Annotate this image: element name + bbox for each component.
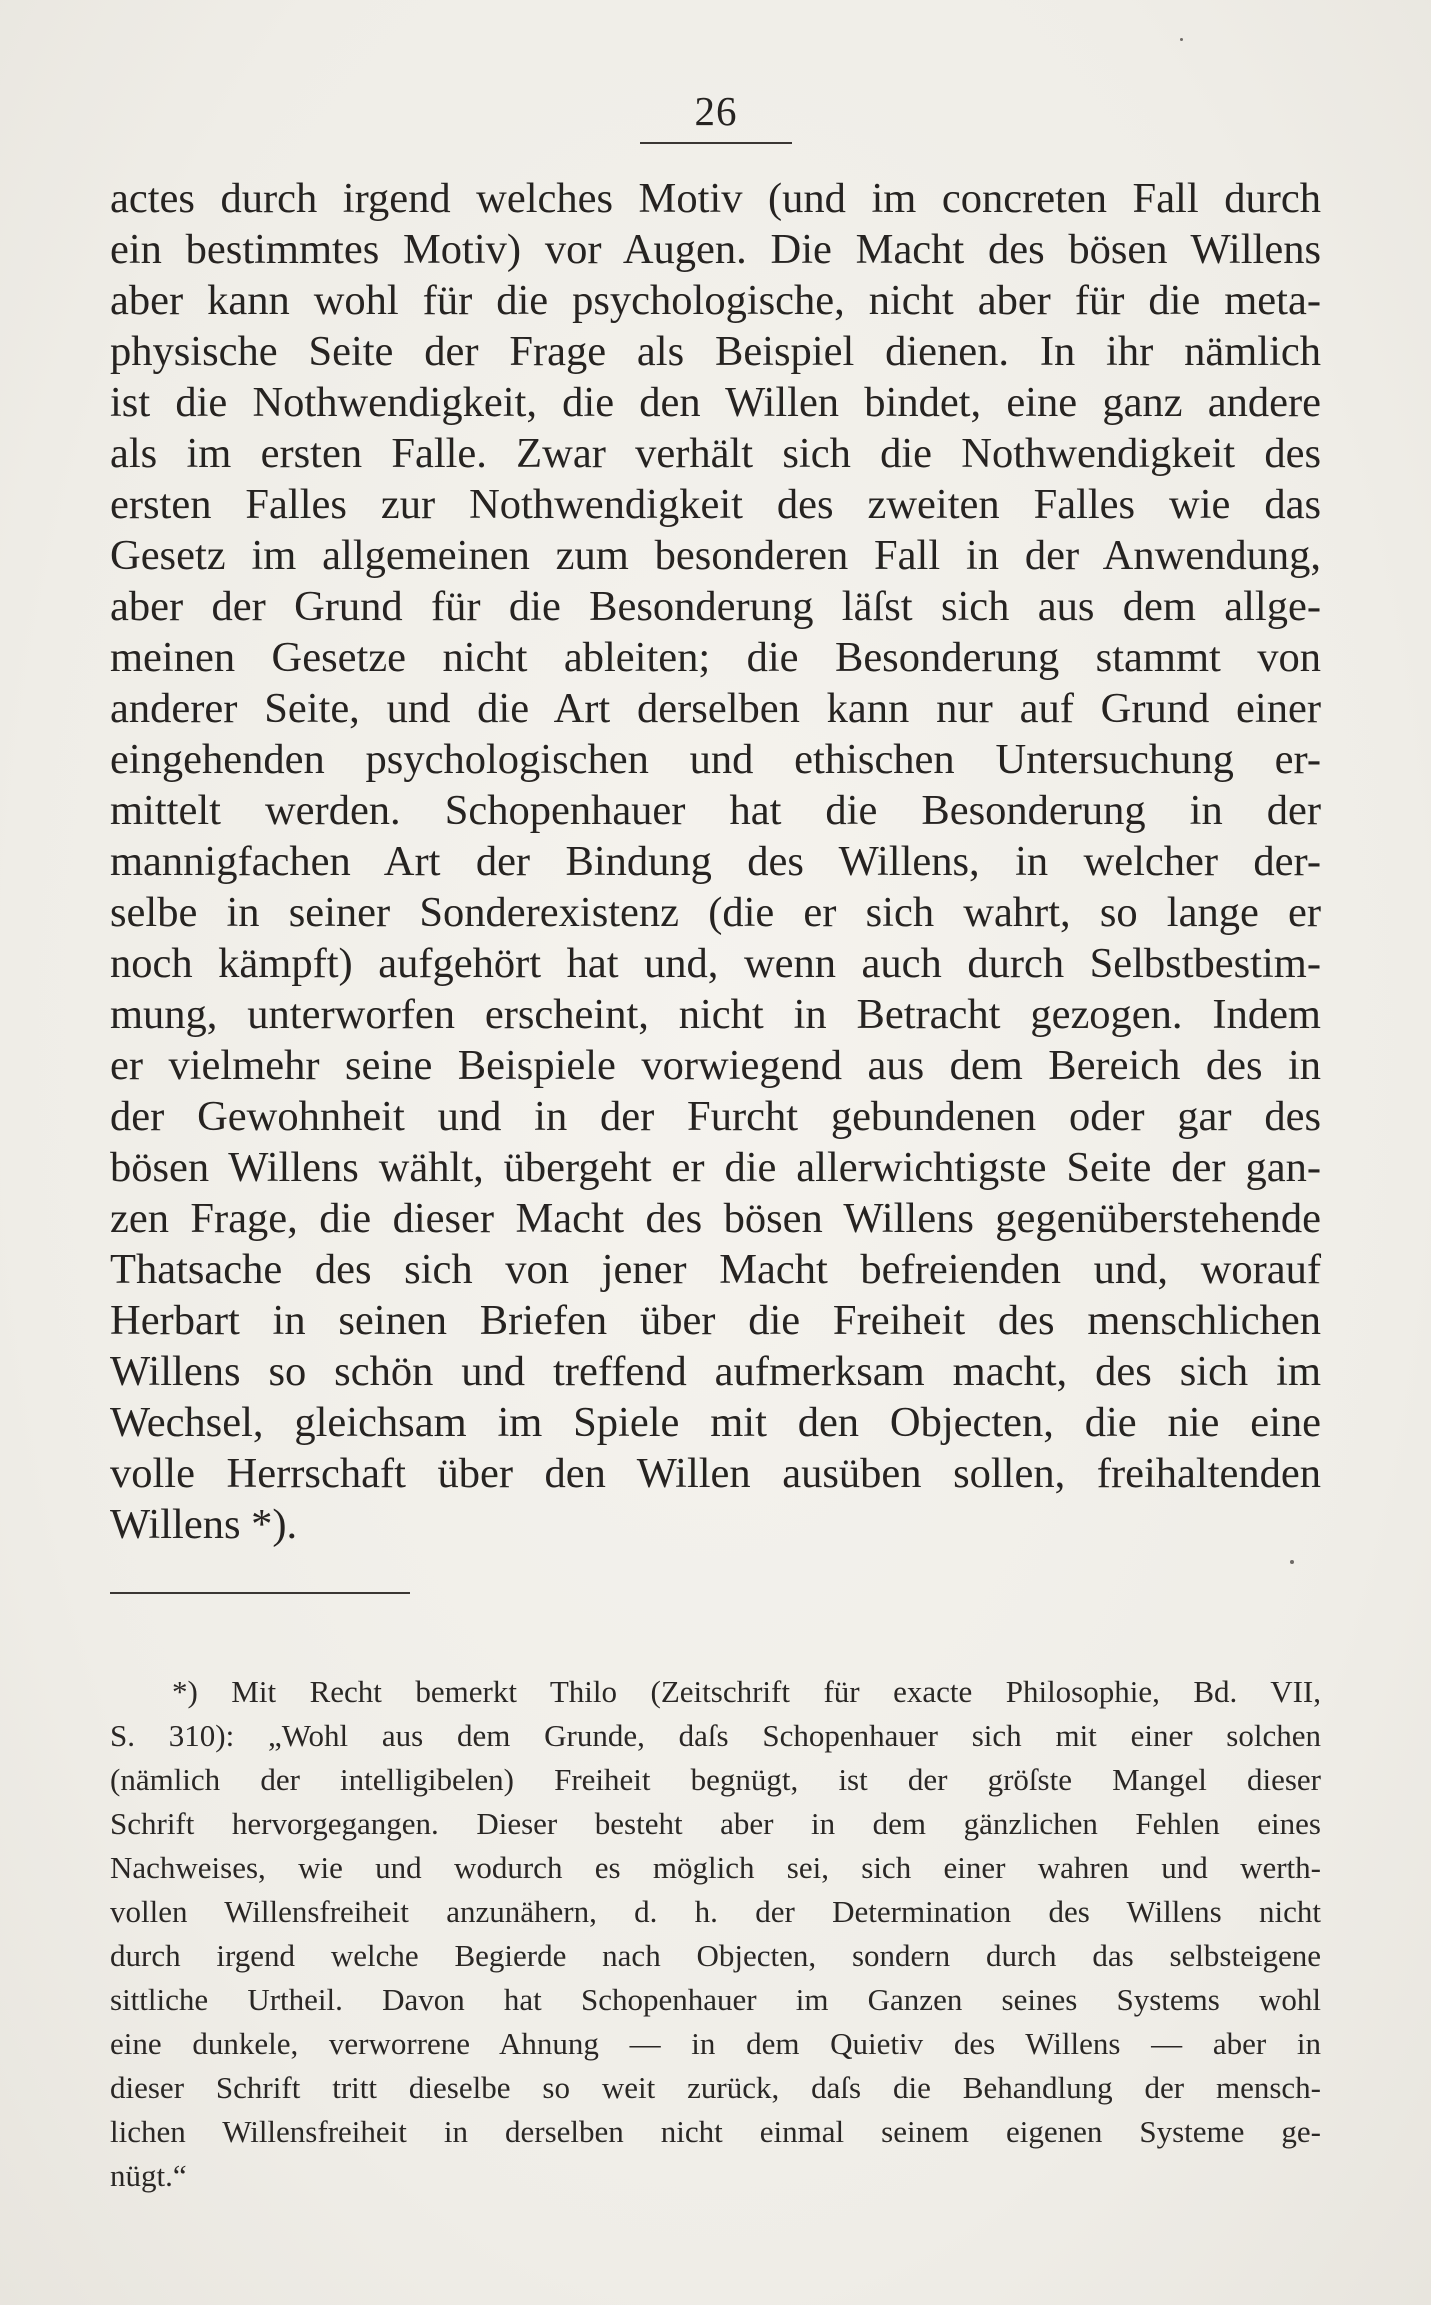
text-line: meinen Gesetze nicht ableiten; die Besonderung stammt von — [110, 634, 1321, 681]
text-line: ein bestimmtes Motiv) vor Augen. Die Macht des bösen Willens — [110, 226, 1321, 273]
text-line: eingehenden psychologischen und ethischen Untersuchung er- — [110, 736, 1321, 783]
main-text-block — [110, 173, 1321, 1550]
page-number-rule — [640, 142, 792, 144]
text-line: selbe in seiner Sonderexistenz (die er sich wahrt, so lange er — [110, 889, 1321, 936]
footnote-line: durch irgend welche Begierde nach Objecten, sondern durch das selbsteigene — [110, 1938, 1321, 1973]
text-line: ersten Falles zur Nothwendigkeit des zweiten Falles wie das — [110, 481, 1321, 528]
text-line: mittelt werden. Schopenhauer hat die Besonderung in der — [110, 787, 1321, 834]
footnote-line: Nachweises, wie und wodurch es möglich sei, sich einer wahren und werth- — [110, 1850, 1321, 1885]
footnote-line: *) Mit Recht bemerkt Thilo (Zeitschrift für exacte Philosophie, Bd. VII, — [172, 1674, 1321, 1709]
footnote-line: Schrift hervorgegangen. Dieser besteht aber in dem gänzlichen Fehlen eines — [110, 1806, 1321, 1841]
text-line: er vielmehr seine Beispiele vorwiegend aus dem Bereich des in — [110, 1042, 1321, 1089]
page-number: 26 — [694, 88, 738, 134]
text-line: physische Seite der Frage als Beispiel dienen. In ihr nämlich — [110, 328, 1321, 375]
text-line: noch kämpft) aufgehört hat und, wenn auch durch Selbstbestim- — [110, 940, 1321, 987]
text-line: Willens *). — [110, 1501, 298, 1548]
footnote-line: lichen Willensfreiheit in derselben nicht einmal seinem eigenen Systeme ge- — [110, 2114, 1321, 2149]
text-line: Herbart in seinen Briefen über die Freiheit des menschlichen — [110, 1297, 1321, 1344]
footnote-line: eine dunkele, verworrene Ahnung — in dem Quietiv des Willens — aber in — [110, 2026, 1321, 2061]
text-line: actes durch irgend welches Motiv (und im concreten Fall durch — [110, 175, 1321, 222]
footnote-block — [110, 1670, 1321, 2198]
paper-speck — [1180, 38, 1183, 41]
page-number-header — [640, 88, 792, 134]
text-line: Willens so schön und treffend aufmerksam macht, des sich im — [110, 1348, 1321, 1395]
footnote-separator — [110, 1592, 410, 1594]
footnote-line: dieser Schrift tritt dieselbe so weit zurück, daſs die Behandlung der mensch- — [110, 2070, 1321, 2105]
text-line: Thatsache des sich von jener Macht befreienden und, worauf — [110, 1246, 1321, 1293]
text-line: Gesetz im allgemeinen zum besonderen Fall in der Anwendung, — [110, 532, 1321, 579]
footnote-line: (nämlich der intelligibelen) Freiheit begnügt, ist der gröſste Mangel dieser — [110, 1762, 1321, 1797]
footnote-line: S. 310): „Wohl aus dem Grunde, daſs Schopenhauer sich mit einer solchen — [110, 1718, 1321, 1753]
text-line: als im ersten Falle. Zwar verhält sich die Nothwendigkeit des — [110, 430, 1321, 477]
paper-speck — [1290, 1560, 1294, 1564]
text-line: aber kann wohl für die psychologische, nicht aber für die meta- — [110, 277, 1321, 324]
text-line: anderer Seite, und die Art derselben kann nur auf Grund einer — [110, 685, 1321, 732]
footnote-line: sittliche Urtheil. Davon hat Schopenhauer im Ganzen seines Systems wohl — [110, 1982, 1321, 2017]
footnote-line: vollen Willensfreiheit anzunähern, d. h. der Determination des Willens nicht — [110, 1894, 1321, 1929]
text-line: zen Frage, die dieser Macht des bösen Willens gegenüberstehende — [110, 1195, 1321, 1242]
text-line: der Gewohnheit und in der Furcht gebundenen oder gar des — [110, 1093, 1321, 1140]
text-line: mung, unterworfen erscheint, nicht in Betracht gezogen. Indem — [110, 991, 1321, 1038]
text-line: volle Herrschaft über den Willen ausüben sollen, freihaltenden — [110, 1450, 1321, 1497]
text-line: ist die Nothwendigkeit, die den Willen bindet, eine ganz andere — [110, 379, 1321, 426]
text-line: mannigfachen Art der Bindung des Willens, in welcher der- — [110, 838, 1321, 885]
text-line: aber der Grund für die Besonderung läſst sich aus dem allge- — [110, 583, 1321, 630]
text-line: Wechsel, gleichsam im Spiele mit den Objecten, die nie eine — [110, 1399, 1321, 1446]
text-line: bösen Willens wählt, übergeht er die allerwichtigste Seite der gan- — [110, 1144, 1321, 1191]
footnote-line: nügt.“ — [110, 2158, 187, 2193]
